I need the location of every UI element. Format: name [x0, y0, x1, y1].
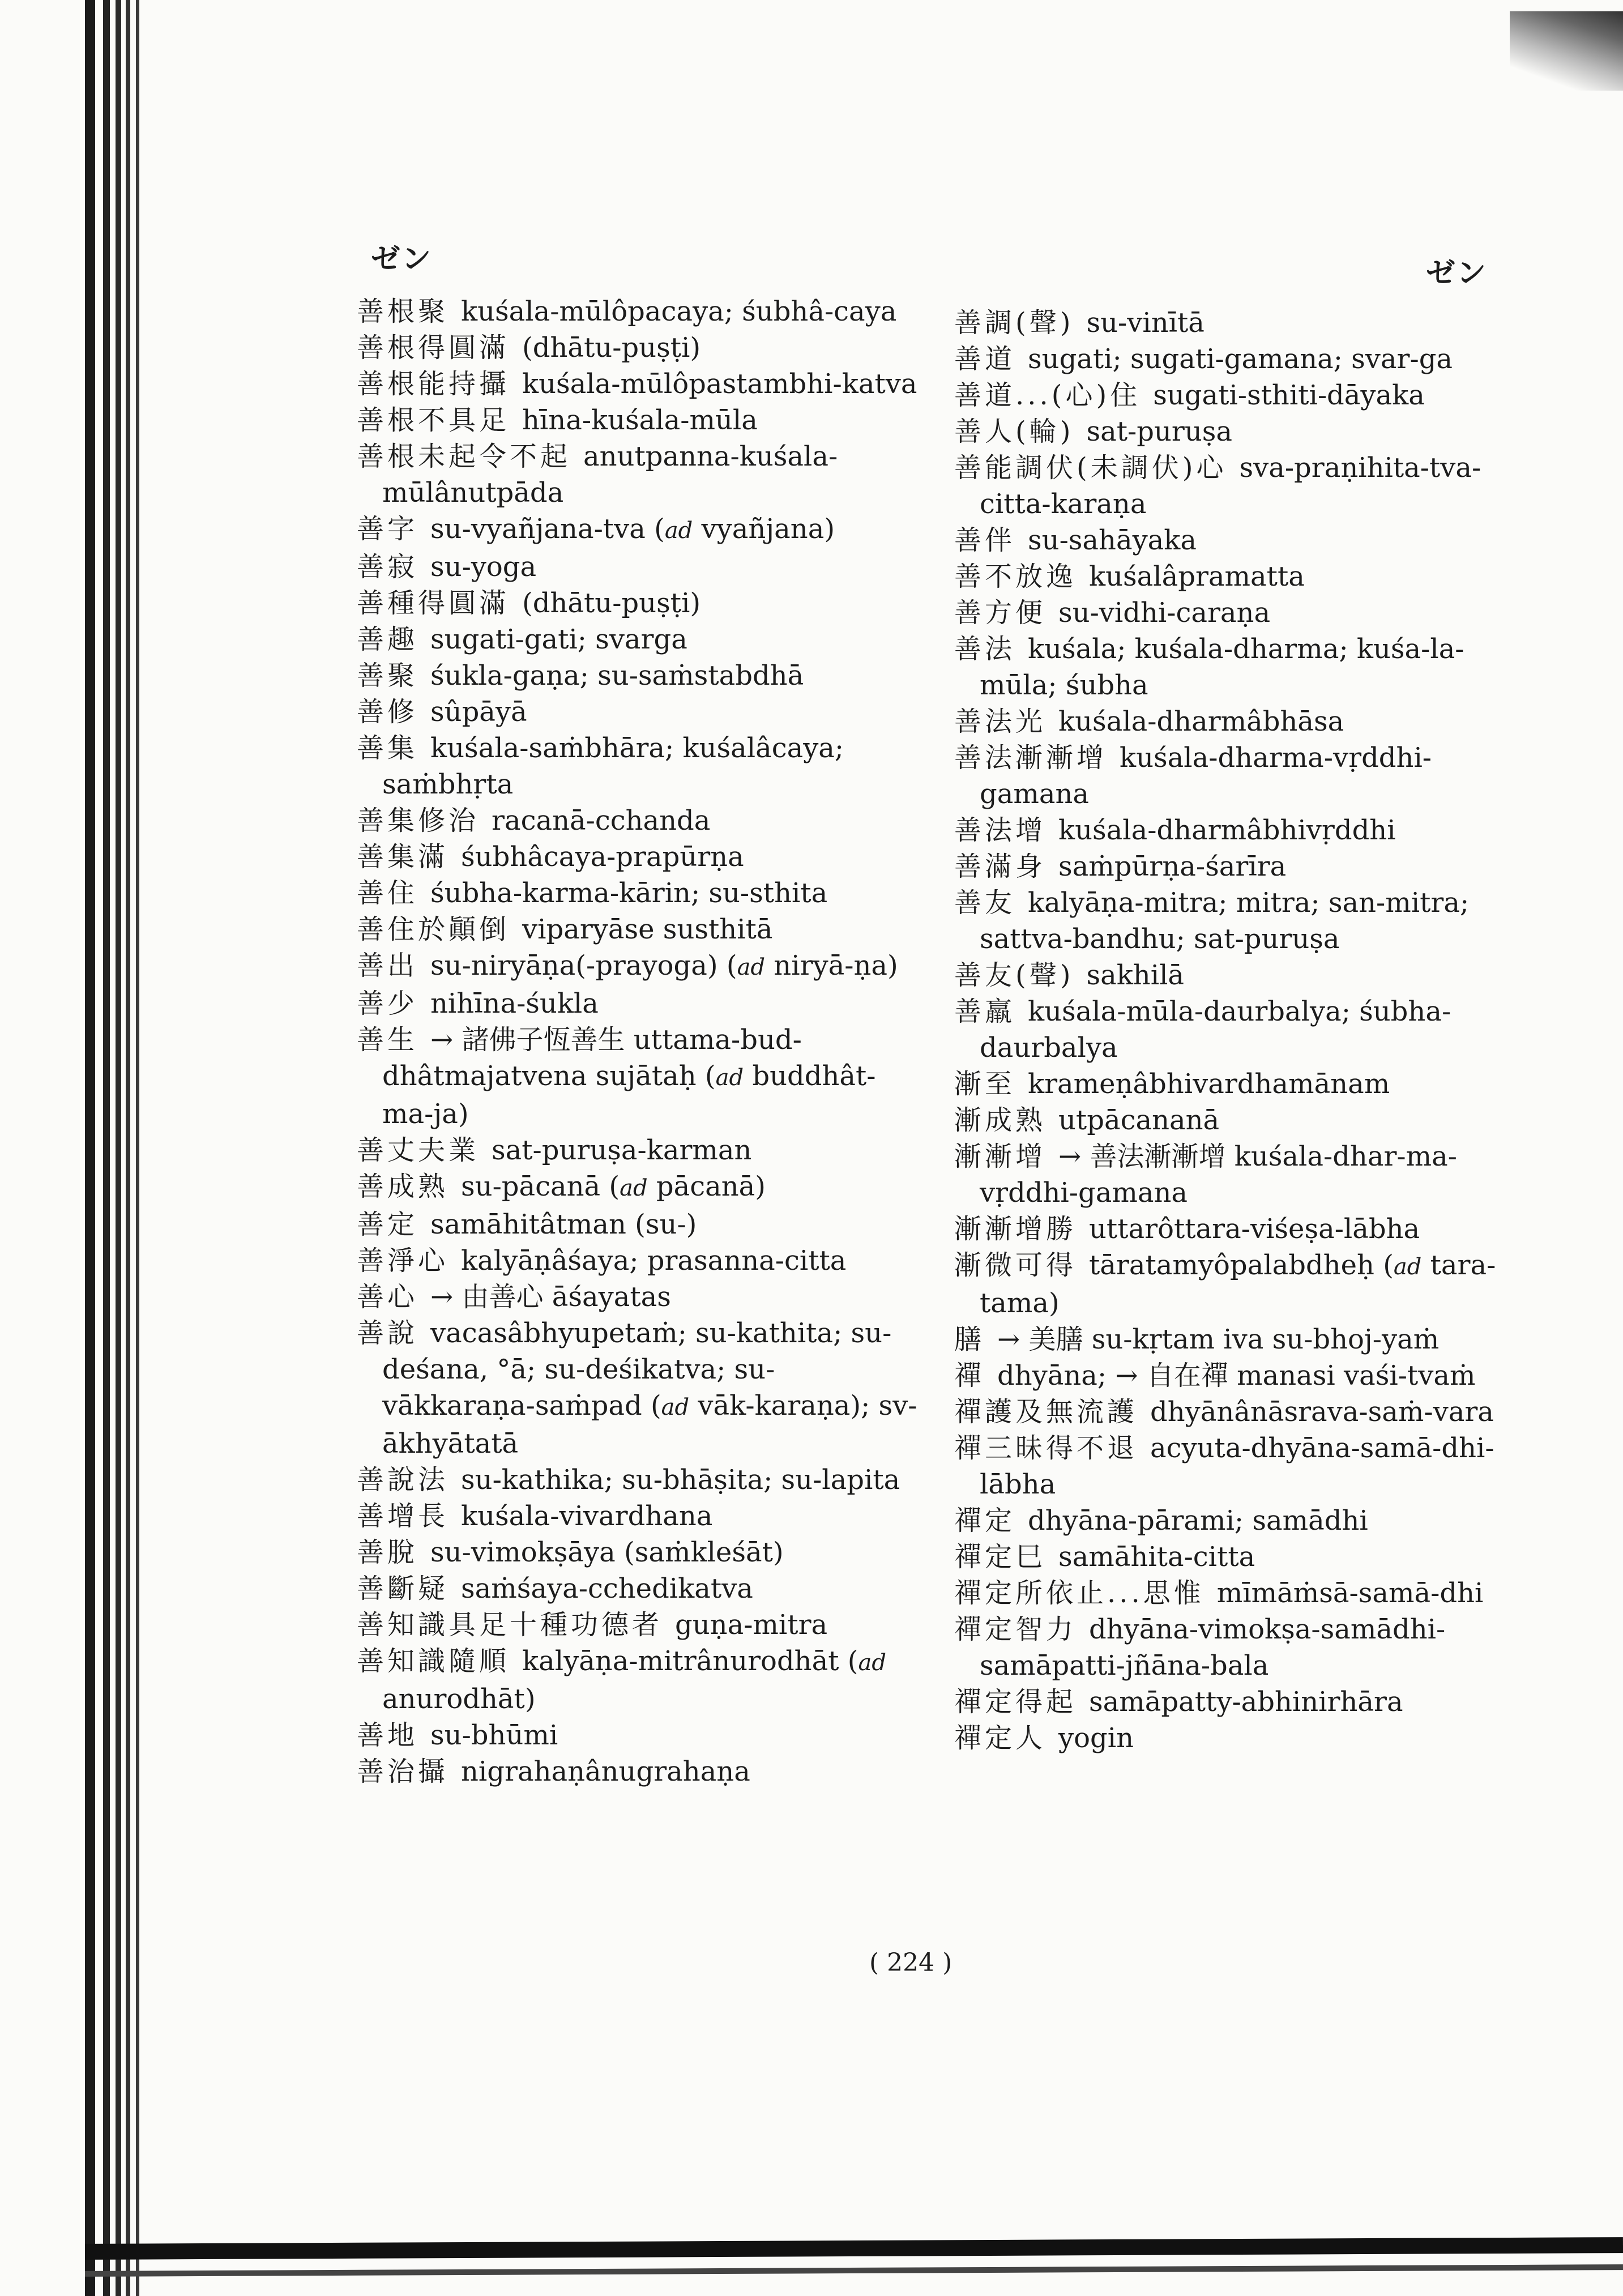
entry-sanskrit: su-bhūmi: [430, 1719, 558, 1751]
dictionary-entry: [357, 730, 923, 803]
dictionary-entry: [954, 1102, 1521, 1138]
entry-sanskrit: dhyāna-pārami; samādhi: [1028, 1505, 1368, 1537]
dictionary-entry: [357, 293, 923, 330]
dictionary-entry: [357, 948, 923, 985]
entry-headword: 善方便: [954, 597, 1047, 629]
dictionary-entry: [954, 1539, 1521, 1575]
dictionary-entry: [954, 1211, 1521, 1247]
entry-sanskrit: saṁpūrṇa-śarīra: [1058, 851, 1287, 882]
dictionary-entry: [357, 1753, 923, 1790]
dictionary-entry: [954, 1066, 1521, 1102]
entry-sanskrit: → 諸佛子恆善生 uttama-bud-dhâtmajatvena sujātaḥ (ad buddhât-ma-ja): [382, 1024, 876, 1130]
entry-headword: 善道: [954, 343, 1016, 375]
entry-headword: 善心: [357, 1281, 418, 1313]
dictionary-entry: [954, 377, 1521, 413]
dictionary-entry: [954, 341, 1521, 377]
dictionary-entry: [357, 1571, 923, 1607]
entry-headword: 善說法: [357, 1464, 449, 1496]
entry-headword: 善生: [357, 1024, 418, 1056]
entry-headword: 善能調伏(未調伏)心: [954, 452, 1227, 484]
entry-headword: 善聚: [357, 660, 418, 692]
entry-sanskrit: mīmāṁsā-samā-dhi: [1216, 1577, 1484, 1609]
entry-sanskrit: sugati-sthiti-dāyaka: [1153, 379, 1425, 411]
entry-sanskrit: uttarôttara-viśeṣa-lābha: [1089, 1213, 1420, 1245]
dictionary-entry: [357, 402, 923, 438]
entry-headword: 善斷疑: [357, 1573, 449, 1604]
entry-sanskrit: kuśala-dharma-vṛddhi-gamana: [980, 742, 1432, 810]
entry-headword: 善友(聲): [954, 959, 1074, 991]
entry-sanskrit: kuśalâpramatta: [1089, 561, 1305, 592]
dictionary-entry: [954, 413, 1521, 450]
scan-bottom-band-lower: [85, 2264, 1623, 2277]
entry-sanskrit: kuśala-dharmâbhivṛddhi: [1058, 814, 1396, 846]
dictionary-entry: [357, 1132, 923, 1168]
entry-headword: 善根不具足: [357, 404, 510, 436]
entry-headword: 禪護及無流護: [954, 1396, 1138, 1428]
entry-headword: 善趣: [357, 624, 418, 655]
dictionary-entry: [357, 911, 923, 948]
entry-headword: 善道...(心)住: [954, 379, 1141, 411]
entry-headword: 漸漸增: [954, 1141, 1047, 1172]
entry-headword: 善地: [357, 1719, 418, 1751]
entry-sanskrit: acyuta-dhyāna-samā-dhi-lābha: [980, 1432, 1494, 1500]
entry-sanskrit: guṇa-mitra: [675, 1609, 828, 1641]
entry-sanskrit: → 善法漸漸增 kuśala-dhar-ma-vṛddhi-gamana: [980, 1141, 1457, 1209]
entry-headword: 禪定智力: [954, 1614, 1077, 1645]
dictionary-entry: [954, 558, 1521, 595]
entry-sanskrit: kalyāṇa-mitrânurodhāt (ad anurodhāt): [382, 1645, 886, 1715]
dictionary-entry: [357, 438, 923, 511]
entry-sanskrit: nigrahaṇânugrahaṇa: [461, 1756, 750, 1787]
entry-sanskrit: su-vimokṣāya (saṁkleśāt): [430, 1537, 784, 1568]
entry-sanskrit: kuśala-saṁbhāra; kuśalâcaya; saṁbhṛta: [382, 732, 844, 800]
dictionary-entry: [954, 1138, 1521, 1211]
entry-headword: 漸至: [954, 1068, 1016, 1100]
entry-sanskrit: sakhilā: [1086, 959, 1185, 991]
entry-sanskrit: kuśala-mūlôpacaya; śubhâ-caya: [461, 296, 897, 327]
entry-headword: 善人(輪): [954, 416, 1074, 447]
dictionary-entry: [357, 694, 923, 730]
running-head-right: ゼン: [1426, 257, 1488, 291]
dictionary-entry: [357, 1243, 923, 1279]
entry-headword: 善友: [954, 887, 1016, 919]
entry-headword: 善治攝: [357, 1756, 449, 1787]
entry-sanskrit: krameṇâbhivardhamānam: [1028, 1068, 1390, 1100]
dictionary-entry: [954, 450, 1521, 522]
entry-headword: 善淨心: [357, 1245, 449, 1277]
entry-headword: 禪定得起: [954, 1686, 1077, 1718]
entry-headword: 善集: [357, 732, 418, 764]
dictionary-entry: [357, 1315, 923, 1462]
entry-sanskrit: dhyānânāsrava-saṁ-vara: [1150, 1396, 1494, 1428]
entry-headword: 善知識具足十種功德者: [357, 1609, 663, 1641]
entry-headword: 善少: [357, 988, 418, 1019]
dictionary-entry: [954, 1684, 1521, 1720]
entry-headword: 善法漸漸增: [954, 742, 1108, 774]
entry-sanskrit: kuśala-mūlôpastambhi-katva: [522, 368, 917, 400]
entry-sanskrit: kuśala-mūla-daurbalya; śubha-daurbalya: [980, 996, 1451, 1064]
entry-headword: 善羸: [954, 996, 1016, 1027]
entry-headword: 善說: [357, 1317, 418, 1349]
entry-headword: 善根得圓滿: [357, 332, 510, 364]
entry-sanskrit: nihīna-śukla: [430, 988, 599, 1019]
dictionary-entry: [357, 1462, 923, 1498]
dictionary-entry: [357, 1534, 923, 1571]
dictionary-entry: [954, 812, 1521, 848]
dictionary-entry: [954, 740, 1521, 812]
entry-sanskrit: viparyāse susthitā: [522, 914, 773, 945]
dictionary-entry: [954, 522, 1521, 558]
scan-corner-shadow: [1510, 11, 1623, 91]
entry-headword: 禪定所依止...思惟: [954, 1577, 1205, 1609]
dictionary-entry: [357, 621, 923, 658]
entry-headword: 漸微可得: [954, 1249, 1077, 1281]
dictionary-entry: [357, 1279, 923, 1315]
dictionary-entry: [357, 1607, 923, 1643]
dictionary-entry: [954, 703, 1521, 740]
entry-sanskrit: kuśala-vivardhana: [461, 1500, 713, 1532]
entry-sanskrit: su-vyañjana-tva (ad vyañjana): [430, 513, 835, 545]
dictionary-entry: [954, 1503, 1521, 1539]
dictionary-entry: [954, 631, 1521, 703]
entry-sanskrit: samāhitâtman (su-): [430, 1209, 697, 1240]
entry-headword: 善根未起令不起: [357, 441, 571, 472]
entry-headword: 善脫: [357, 1537, 418, 1568]
dictionary-entry: [954, 1430, 1521, 1503]
entry-sanskrit: su-yoga: [430, 551, 537, 583]
entry-sanskrit: → 美膳 su-kṛtam iva su-bhoj-yaṁ: [997, 1324, 1440, 1355]
entry-sanskrit: utpācananā: [1058, 1104, 1220, 1136]
entry-headword: 善增長: [357, 1500, 449, 1532]
entry-sanskrit: (dhātu-puṣṭi): [522, 587, 701, 619]
entry-sanskrit: (dhātu-puṣṭi): [522, 332, 701, 364]
dictionary-entry: [954, 1611, 1521, 1684]
dictionary-entry: [954, 595, 1521, 631]
entry-sanskrit: su-niryāṇa(-prayoga) (ad niryā-ṇa): [430, 950, 898, 981]
entry-headword: 善修: [357, 696, 418, 728]
dictionary-entry: [357, 985, 923, 1022]
dictionary-entry: [357, 1643, 923, 1717]
entry-sanskrit: tāratamyôpalabdheḥ (ad tara-tama): [980, 1249, 1496, 1319]
entry-sanskrit: racanā-cchanda: [492, 805, 711, 837]
entry-sanskrit: śukla-gaṇa; su-saṁstabdhā: [430, 660, 804, 692]
entry-sanskrit: sugati-gati; svarga: [430, 624, 687, 655]
entry-headword: 漸漸增勝: [954, 1213, 1077, 1245]
entry-headword: 禪定巳: [954, 1541, 1047, 1573]
entry-sanskrit: kuśala; kuśala-dharma; kuśa-la-mūla; śubha: [980, 633, 1464, 701]
entry-headword: 善根能持攝: [357, 368, 510, 400]
entry-headword: 善住: [357, 877, 418, 909]
dictionary-entry: [954, 305, 1521, 341]
dictionary-entry: [954, 1720, 1521, 1756]
entry-headword: 善寂: [357, 551, 418, 583]
entry-sanskrit: sugati; sugati-gamana; svar-ga: [1028, 343, 1453, 375]
entry-headword: 善法: [954, 633, 1016, 665]
entry-headword: 善丈夫業: [357, 1134, 480, 1166]
entry-sanskrit: śubhâcaya-prapūrṇa: [461, 841, 744, 873]
dictionary-entry: [954, 1394, 1521, 1430]
scan-bottom-band: [85, 2237, 1623, 2260]
dictionary-entry: [357, 1717, 923, 1753]
entry-headword: 善調(聲): [954, 307, 1074, 339]
dictionary-entry: [954, 885, 1521, 957]
entry-headword: 漸成熟: [954, 1104, 1047, 1136]
entry-sanskrit: su-pācanā (ad pācanā): [461, 1171, 766, 1202]
entry-sanskrit: vacasâbhyupetaṁ; su-kathita; su-deśana, °ā; su-deśikatva; su-vākkaraṇa-saṁpad (ad vāk-karaṇa); sv-ākhyātatā: [382, 1317, 917, 1459]
entry-headword: 善字: [357, 513, 418, 545]
entry-sanskrit: dhyāna; → 自在禪 manasi vaśi-tvaṁ: [997, 1360, 1476, 1392]
dictionary-entry: [954, 993, 1521, 1066]
entry-sanskrit: samāhita-citta: [1058, 1541, 1255, 1573]
dictionary-entry: [954, 1321, 1521, 1358]
dictionary-entry: [357, 1498, 923, 1534]
entry-headword: 善種得圓滿: [357, 587, 510, 619]
dictionary-entry: [357, 875, 923, 911]
entry-headword: 善住於顚倒: [357, 914, 510, 945]
dictionary-entry: [357, 1022, 923, 1132]
entry-sanskrit: sûpāyā: [430, 696, 527, 728]
entry-sanskrit: saṁśaya-cchedikatva: [461, 1573, 753, 1604]
entry-headword: 善成熟: [357, 1171, 449, 1202]
entry-sanskrit: samāpatty-abhinirhāra: [1089, 1686, 1403, 1718]
entry-headword: 善定: [357, 1209, 418, 1240]
dictionary-entry: [357, 511, 923, 549]
entry-sanskrit: dhyāna-vimokṣa-samādhi-samāpatti-jñāna-bala: [980, 1614, 1446, 1682]
running-head-left: ゼン: [371, 242, 433, 276]
entry-headword: 禪定: [954, 1505, 1016, 1537]
entry-sanskrit: śubha-karma-kārin; su-sthita: [430, 877, 828, 909]
dictionary-entry: [954, 957, 1521, 993]
entry-headword: 善法增: [954, 814, 1047, 846]
entry-sanskrit: hīna-kuśala-mūla: [522, 404, 758, 436]
entry-sanskrit: su-sahāyaka: [1028, 524, 1197, 556]
dictionary-entry: [357, 330, 923, 366]
entry-sanskrit: su-kathika; su-bhāṣita; su-lapita: [461, 1464, 900, 1496]
entry-sanskrit: → 由善心 āśayatas: [430, 1281, 671, 1313]
dictionary-entry: [954, 848, 1521, 885]
right-column: [954, 305, 1521, 1756]
entry-headword: 禪三昧得不退: [954, 1432, 1138, 1464]
entry-headword: 膳: [954, 1324, 985, 1355]
dictionary-entry: [357, 839, 923, 875]
entry-headword: 善集修治: [357, 805, 480, 837]
entry-headword: 善法光: [954, 706, 1047, 737]
page-number: ( 224 ): [869, 1948, 953, 1977]
left-column: [357, 293, 923, 1790]
entry-headword: 善集滿: [357, 841, 449, 873]
entry-sanskrit: kalyāṇa-mitra; mitra; san-mitra; sattva-bandhu; sat-puruṣa: [980, 887, 1470, 955]
entry-headword: 善出: [357, 950, 418, 981]
entry-headword: 禪定人: [954, 1722, 1047, 1754]
book-binding-edge: [0, 0, 144, 2296]
dictionary-entry: [954, 1247, 1521, 1321]
entry-headword: 善知識隨順: [357, 1645, 510, 1677]
dictionary-entry: [357, 1168, 923, 1206]
dictionary-entry: [357, 658, 923, 694]
entry-headword: 善不放逸: [954, 561, 1077, 592]
entry-headword: 善伴: [954, 524, 1016, 556]
entry-sanskrit: su-vinītā: [1086, 307, 1205, 339]
dictionary-entry: [357, 585, 923, 621]
entry-sanskrit: kuśala-dharmâbhāsa: [1058, 706, 1344, 737]
dictionary-entry: [357, 1206, 923, 1243]
dictionary-entry: [954, 1358, 1521, 1394]
dictionary-entry: [357, 366, 923, 402]
entry-headword: 善根聚: [357, 296, 449, 327]
dictionary-entry: [357, 549, 923, 585]
entry-sanskrit: kalyāṇâśaya; prasanna-citta: [461, 1245, 847, 1277]
entry-sanskrit: anutpanna-kuśala-mūlânutpāda: [382, 441, 838, 509]
entry-sanskrit: su-vidhi-caraṇa: [1058, 597, 1271, 629]
entry-sanskrit: sat-puruṣa: [1086, 416, 1232, 447]
dictionary-entry: [954, 1575, 1521, 1611]
dictionary-entry: [357, 803, 923, 839]
entry-headword: 善滿身: [954, 851, 1047, 882]
entry-sanskrit: sat-puruṣa-karman: [492, 1134, 752, 1166]
entry-sanskrit: yogin: [1058, 1722, 1134, 1754]
entry-headword: 禪: [954, 1360, 985, 1392]
entry-sanskrit: sva-praṇihita-tva-citta-karaṇa: [980, 452, 1481, 520]
